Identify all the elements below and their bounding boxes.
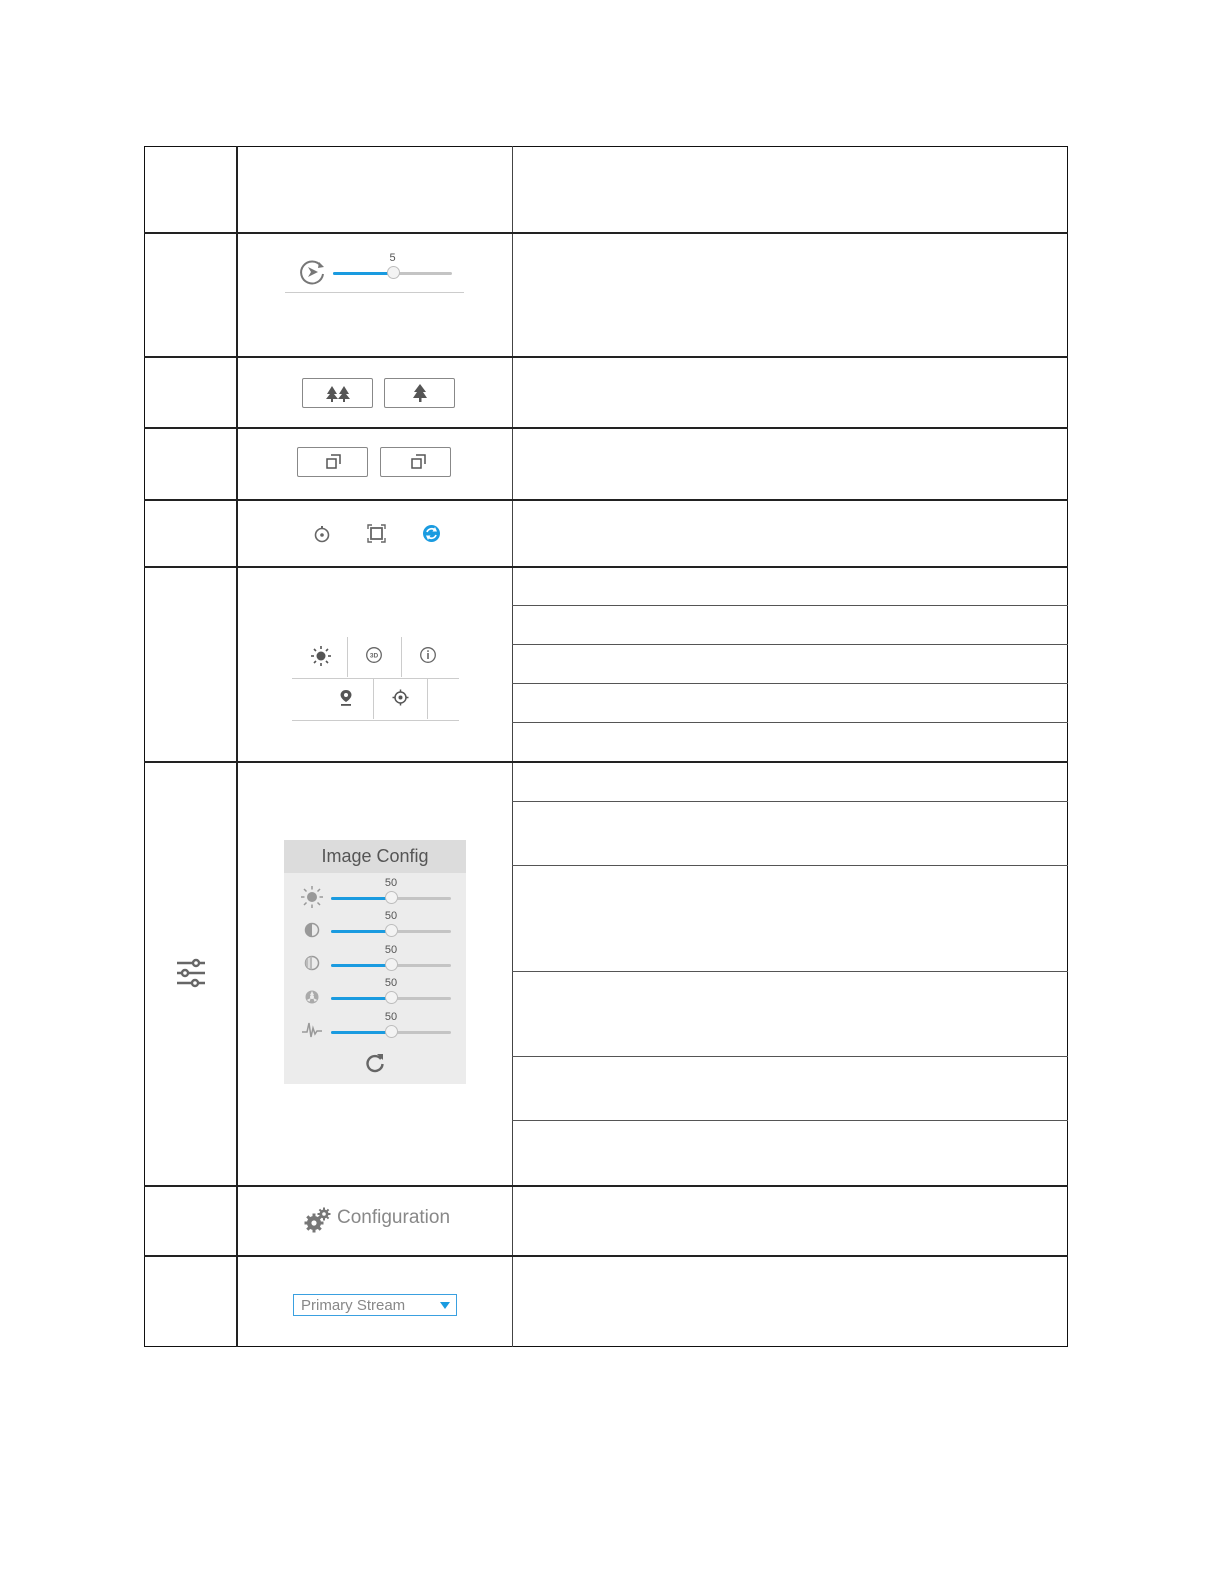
target-icon[interactable] — [392, 689, 409, 706]
column-divider — [512, 146, 513, 1347]
window-expand-icon — [298, 448, 369, 476]
subrow-divider — [512, 644, 1068, 645]
preset-speed-slider[interactable] — [333, 252, 452, 283]
slider-knob[interactable] — [385, 1025, 398, 1038]
refresh-icon[interactable] — [363, 1051, 387, 1075]
subrow-divider — [512, 971, 1068, 972]
zoom-in-button[interactable] — [384, 378, 455, 408]
window-shrink-icon — [381, 448, 452, 476]
row-divider — [144, 566, 1068, 568]
slider-knob[interactable] — [385, 958, 398, 971]
row-divider — [144, 427, 1068, 429]
row-divider — [144, 499, 1068, 501]
zoom-out-button[interactable] — [302, 378, 373, 408]
svg-text:3D: 3D — [369, 652, 379, 660]
sync-icon[interactable] — [421, 523, 442, 544]
grid-divider — [401, 637, 402, 677]
subrow-divider — [512, 605, 1068, 606]
column-divider — [236, 146, 238, 1347]
tree-single-icon — [385, 379, 456, 407]
trees-multiple-icon — [303, 379, 374, 407]
slider-knob[interactable] — [385, 891, 398, 904]
subrow-divider — [512, 722, 1068, 723]
timer-icon[interactable] — [312, 524, 332, 544]
brightness-icon — [300, 885, 324, 909]
subrow-divider — [512, 1120, 1068, 1121]
ptz-rotate-icon — [299, 258, 327, 286]
contrast-slider[interactable] — [331, 910, 451, 941]
slider-knob[interactable] — [385, 991, 398, 1004]
subrow-divider — [512, 801, 1068, 802]
window-shrink-button[interactable] — [380, 447, 451, 477]
sharpness-icon — [304, 989, 320, 1005]
window-expand-button[interactable] — [297, 447, 368, 477]
grid-divider — [292, 720, 459, 721]
configuration-link[interactable]: Configuration — [337, 1207, 451, 1228]
sliders-settings-icon — [175, 958, 207, 988]
subrow-divider — [512, 683, 1068, 684]
row-divider — [144, 761, 1068, 763]
slider-value: 50 — [384, 944, 398, 956]
slider-knob[interactable] — [387, 266, 400, 279]
grid-divider — [427, 679, 428, 719]
slider-underline — [285, 292, 464, 293]
slider-value: 50 — [384, 977, 398, 989]
stream-select[interactable] — [293, 1294, 457, 1316]
subrow-divider — [512, 1056, 1068, 1057]
dropdown-arrow-icon — [439, 1301, 451, 1310]
slider-value: 50 — [384, 1011, 398, 1023]
row-divider — [144, 1255, 1068, 1257]
gears-icon — [303, 1206, 333, 1234]
row-divider — [144, 356, 1068, 358]
noise-reduction-icon — [301, 1020, 323, 1040]
saturation-slider[interactable] — [331, 944, 451, 975]
location-pin-icon[interactable] — [338, 689, 354, 707]
slider-value: 50 — [384, 910, 398, 922]
noise-reduction-slider[interactable] — [331, 1011, 451, 1042]
stream-select-value: Primary Stream — [301, 1297, 406, 1314]
grid-divider — [292, 678, 459, 679]
sharpness-slider[interactable] — [331, 977, 451, 1008]
subrow-divider — [512, 865, 1068, 866]
row-divider — [144, 232, 1068, 234]
row-divider — [144, 1185, 1068, 1187]
brightness-slider[interactable] — [331, 877, 451, 908]
image-config-title: Image Config — [284, 840, 466, 873]
grid-divider — [373, 679, 374, 719]
contrast-icon — [304, 922, 320, 938]
image-config-panel — [284, 840, 466, 1084]
grid-divider — [347, 637, 348, 677]
slider-value: 5 — [389, 252, 396, 264]
slider-value: 50 — [384, 877, 398, 889]
saturation-icon — [304, 955, 320, 971]
fullscreen-icon[interactable] — [366, 523, 387, 544]
brightness-icon[interactable] — [309, 644, 333, 668]
slider-knob[interactable] — [385, 924, 398, 937]
3d-icon[interactable] — [365, 646, 383, 664]
info-icon[interactable] — [419, 646, 437, 664]
manual-table — [144, 146, 1068, 1347]
